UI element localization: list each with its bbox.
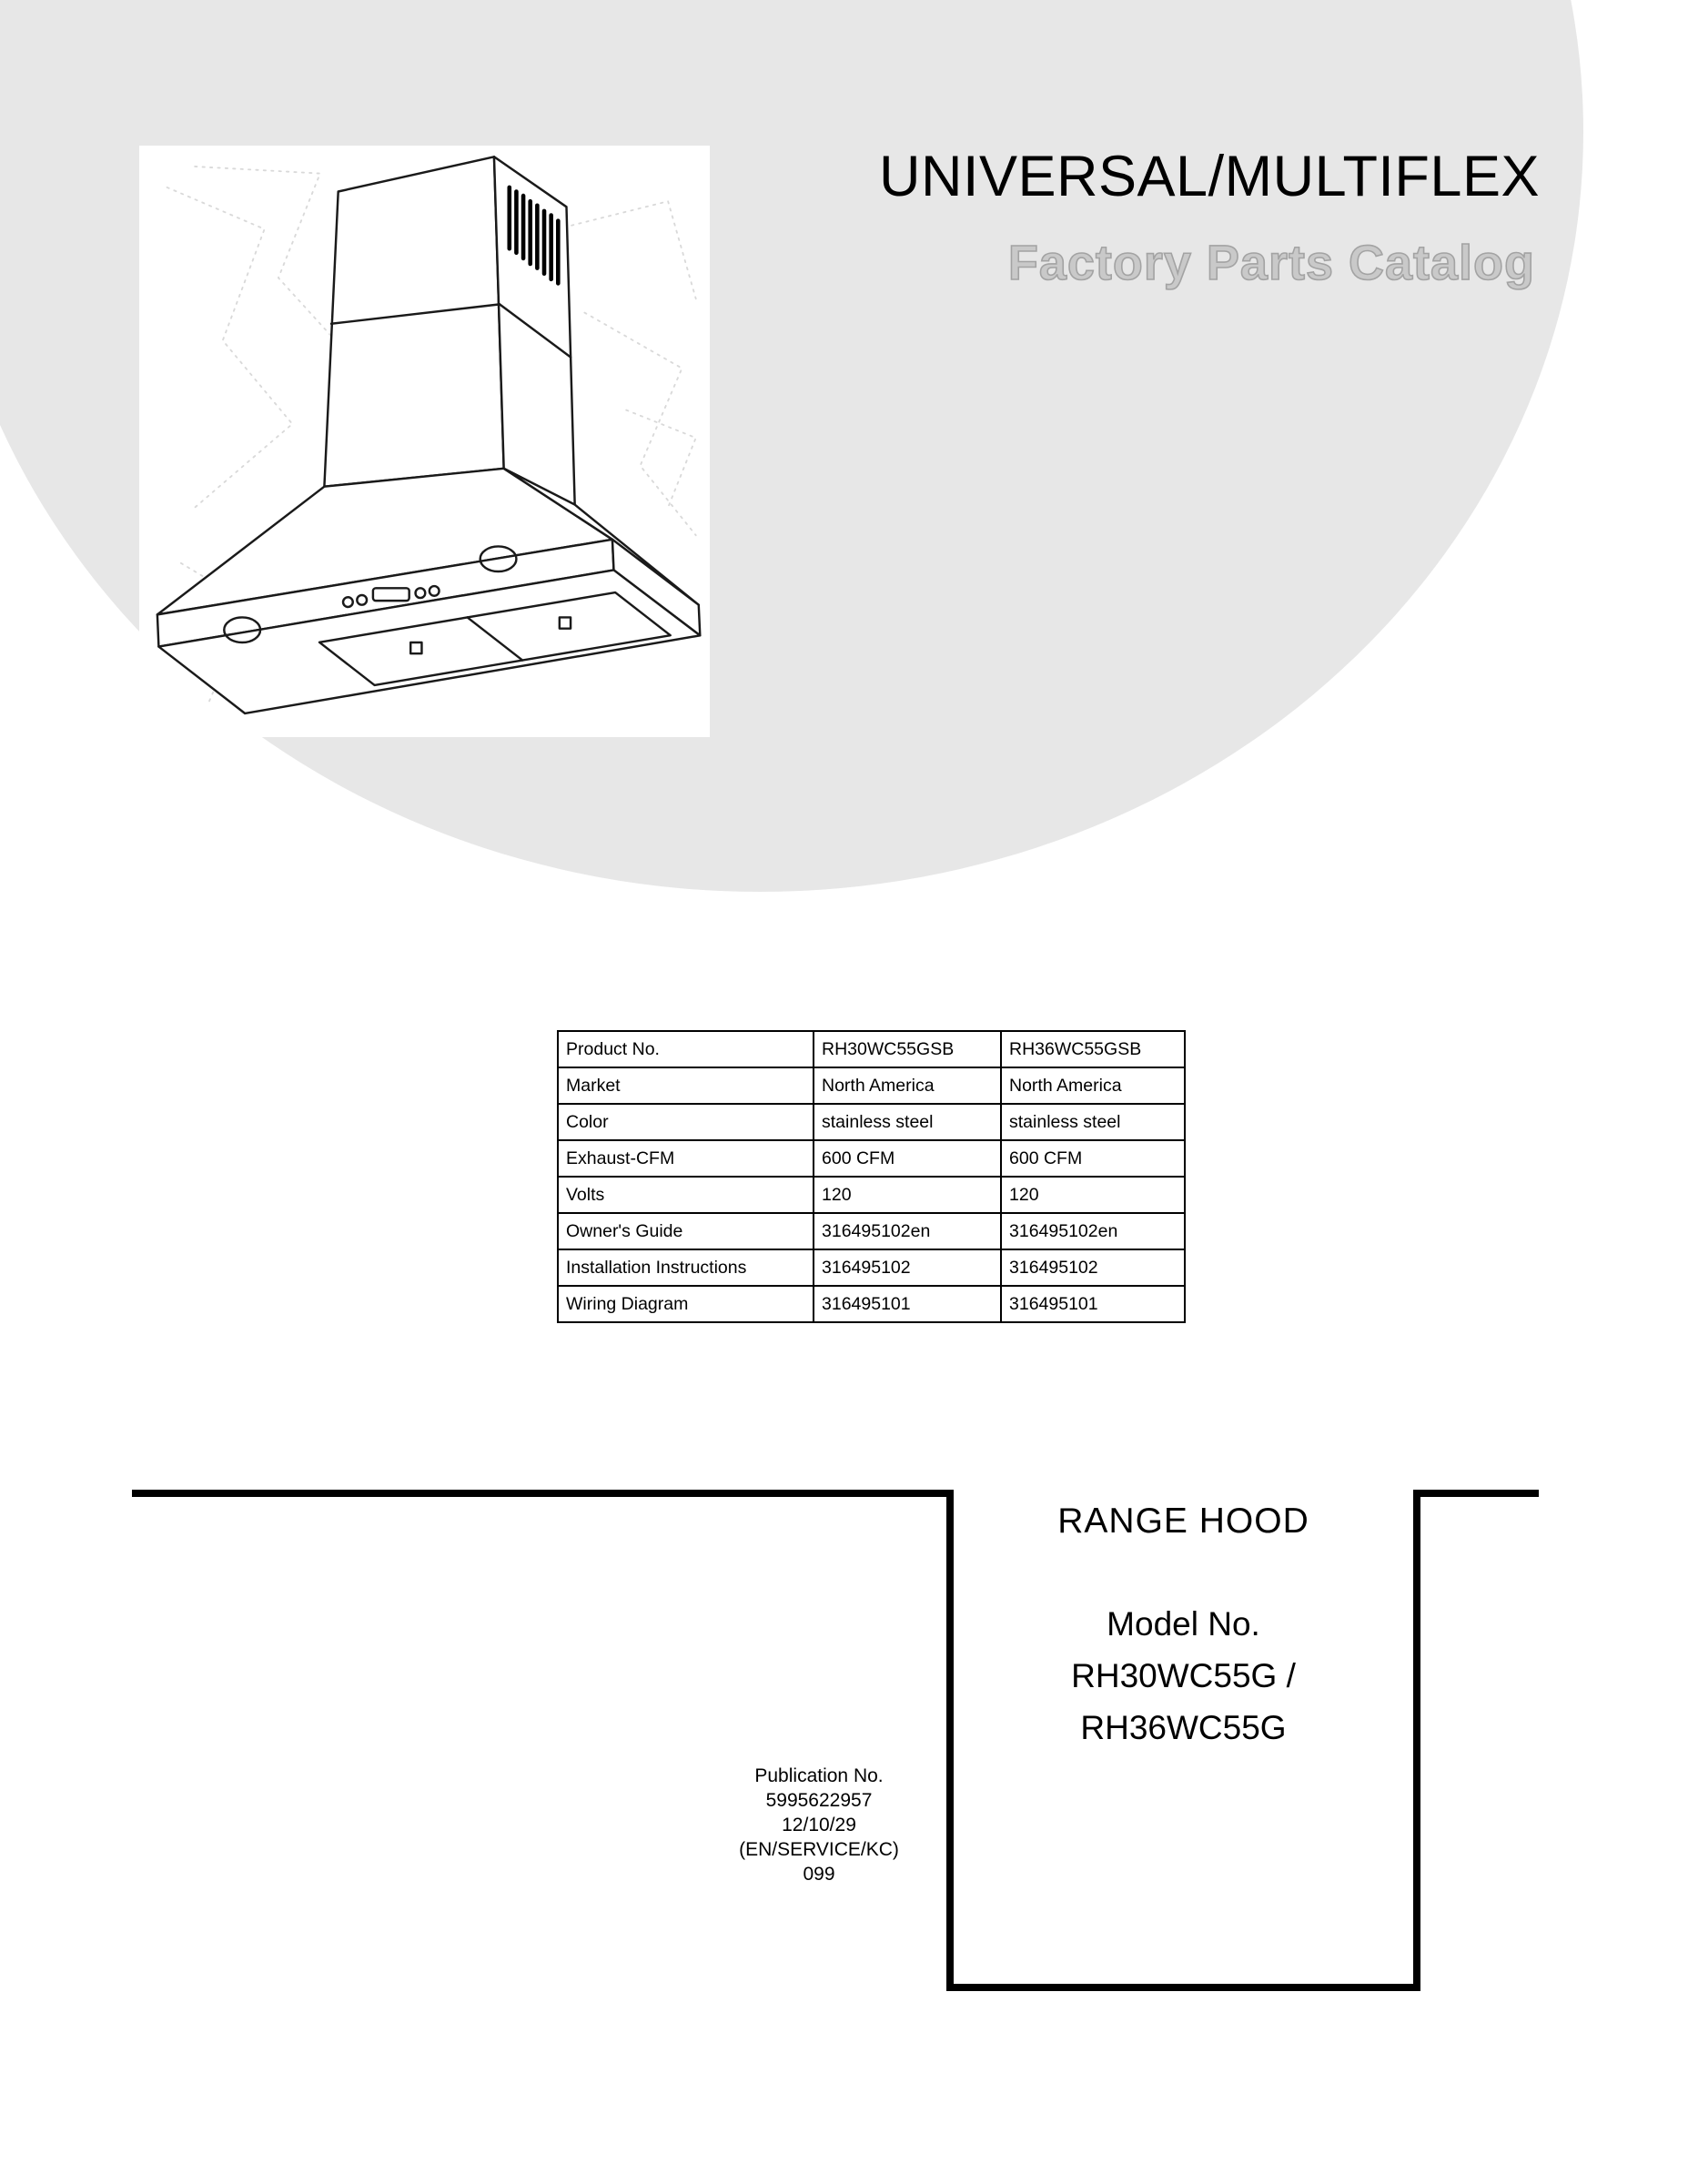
publication-date: 12/10/29 (782, 1815, 856, 1835)
spec-value: stainless steel (814, 1104, 1001, 1140)
spec-label: Product No. (558, 1031, 814, 1067)
spec-label: Exhaust-CFM (558, 1140, 814, 1177)
spec-value: 316495102en (814, 1213, 1001, 1249)
table-row (558, 1286, 1185, 1322)
spec-value: 316495102 (814, 1249, 1001, 1286)
table-row (558, 1031, 1185, 1067)
page-subtitle: Factory Parts Catalog (1007, 236, 1535, 290)
spec-label: Wiring Diagram (558, 1286, 814, 1322)
publication-number: 5995622957 (765, 1790, 873, 1811)
spec-table (557, 1030, 1186, 1323)
spec-label: Market (558, 1067, 814, 1104)
rule-vert-left (946, 1490, 954, 1991)
table-row (558, 1140, 1185, 1177)
model-label: Model No. (1107, 1605, 1260, 1643)
publication-label: Publication No. (754, 1765, 884, 1786)
spec-value: 120 (1001, 1177, 1185, 1213)
spec-value: RH36WC55GSB (1001, 1031, 1185, 1067)
spec-value: stainless steel (1001, 1104, 1185, 1140)
publication-block (687, 1764, 951, 1886)
rule-left-top (132, 1490, 954, 1497)
rule-bottom (946, 1984, 1420, 1991)
spec-value: 316495101 (814, 1286, 1001, 1322)
table-row (558, 1067, 1185, 1104)
spec-value: North America (1001, 1067, 1185, 1104)
spec-value: 600 CFM (1001, 1140, 1185, 1177)
publication-lang: (EN/SERVICE/KC) (739, 1839, 899, 1860)
table-row (558, 1177, 1185, 1213)
spec-value: 600 CFM (814, 1140, 1001, 1177)
table-row (558, 1104, 1185, 1140)
spec-value: 316495102en (1001, 1213, 1185, 1249)
spec-value: 120 (814, 1177, 1001, 1213)
spec-value: 316495101 (1001, 1286, 1185, 1322)
table-row (558, 1213, 1185, 1249)
page-title: UNIVERSAL/MULTIFLEX (878, 145, 1540, 208)
model-line2: RH36WC55G (1080, 1709, 1287, 1746)
product-type: RANGE HOOD (1057, 1502, 1309, 1541)
spec-label: Owner's Guide (558, 1213, 814, 1249)
table-row (558, 1249, 1185, 1286)
spec-value: RH30WC55GSB (814, 1031, 1001, 1067)
model-number-block (954, 1598, 1413, 1754)
spec-label: Installation Instructions (558, 1249, 814, 1286)
spec-value: North America (814, 1067, 1001, 1104)
rule-vert-right (1413, 1496, 1420, 1991)
spec-value: 316495102 (1001, 1249, 1185, 1286)
model-line1: RH30WC55G / (1071, 1657, 1296, 1694)
publication-code: 099 (803, 1864, 835, 1885)
spec-label: Color (558, 1104, 814, 1140)
model-panel (954, 1502, 1413, 1754)
rule-right-top (1413, 1490, 1539, 1497)
spec-label: Volts (558, 1177, 814, 1213)
